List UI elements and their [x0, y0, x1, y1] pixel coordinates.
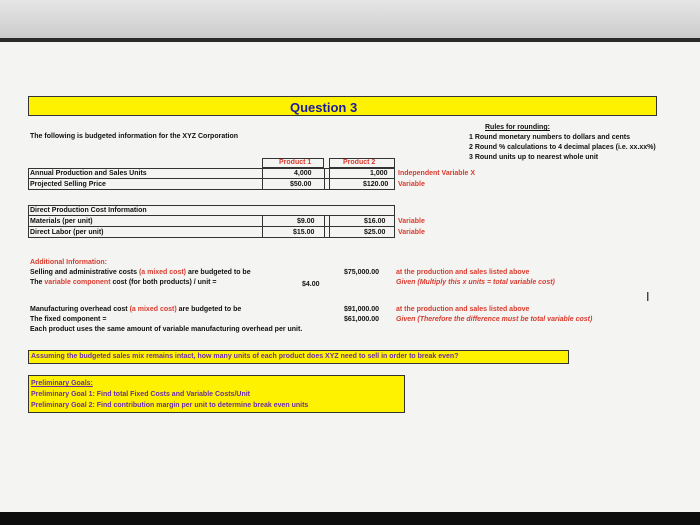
- fixed-note: Given (Therefore the difference must be total variable cost): [396, 316, 593, 323]
- row-label: Direct Labor (per unit): [30, 229, 104, 236]
- cell-value: $50.00: [290, 181, 312, 188]
- row-label: Annual Production and Sales Units: [30, 170, 147, 177]
- monitor-bezel: [0, 0, 700, 42]
- row-note: Variable: [398, 218, 425, 225]
- product1-header: Product 1: [279, 159, 312, 166]
- section-heading: Direct Production Cost Information: [30, 207, 147, 214]
- rule-item: 2 Round % calculations to 4 decimal places (i.e. xx.xx%): [469, 144, 656, 151]
- rules-heading: Rules for rounding:: [485, 124, 550, 131]
- mo-note: at the production and sales listed above: [396, 306, 530, 313]
- text-cursor-icon: I: [646, 290, 650, 304]
- mo-line: Manufacturing overhead cost (a mixed cost) are budgeted to be: [30, 306, 242, 313]
- additional-heading: Additional Information:: [30, 259, 107, 266]
- rule-item: 3 Round units up to nearest whole unit: [469, 154, 599, 161]
- mo-value: $91,000.00: [344, 306, 380, 313]
- sa-value: $75,000.00: [344, 269, 380, 276]
- row-note: Independent Variable X: [398, 170, 476, 177]
- rule-item: 1 Round monetary numbers to dollars and cents: [469, 134, 631, 141]
- var-note: Given (Multiply this x units = total variable cost): [396, 279, 555, 286]
- row-label: Materials (per unit): [30, 218, 93, 225]
- page-title: Question 3: [290, 100, 358, 115]
- product2-header: Product 2: [343, 159, 376, 166]
- row-label: Projected Selling Price: [30, 181, 106, 188]
- cell-value: $16.00: [364, 218, 386, 225]
- fixed-line: The fixed component =: [30, 316, 107, 323]
- var-value: $4.00: [302, 281, 320, 288]
- sa-line: Selling and administrative costs (a mixed cost) are budgeted to be: [30, 269, 251, 276]
- each-line: Each product uses the same amount of variable manufacturing overhead per unit.: [30, 326, 303, 333]
- var-line: The variable component cost (for both products) / unit =: [30, 279, 217, 286]
- fixed-value: $61,000.00: [344, 316, 380, 323]
- row-note: Variable: [398, 181, 425, 188]
- question-text: Assuming the budgeted sales mix remains intact, how many units of each product does XYZ need to sell in order to break even?: [31, 353, 459, 360]
- cell-value: 1,000: [370, 170, 388, 177]
- goal-2: Preliminary Goal 2: Find contribution margin per unit to determine break even units: [31, 402, 309, 409]
- goals-heading: Preliminary Goals:: [31, 380, 93, 387]
- monitor-bottom: [0, 512, 700, 525]
- cell-value: $120.00: [363, 181, 389, 188]
- cell-value: $15.00: [293, 229, 315, 236]
- intro-text: The following is budgeted information for the XYZ Corporation: [30, 133, 239, 140]
- cell-value: $25.00: [364, 229, 386, 236]
- goal-1: Preliminary Goal 1: Find total Fixed Costs and Variable Costs/Unit: [31, 391, 250, 398]
- row-note: Variable: [398, 229, 425, 236]
- sa-note: at the production and sales listed above: [396, 269, 530, 276]
- cell-value: $9.00: [297, 218, 315, 225]
- cell-value: 4,000: [294, 170, 312, 177]
